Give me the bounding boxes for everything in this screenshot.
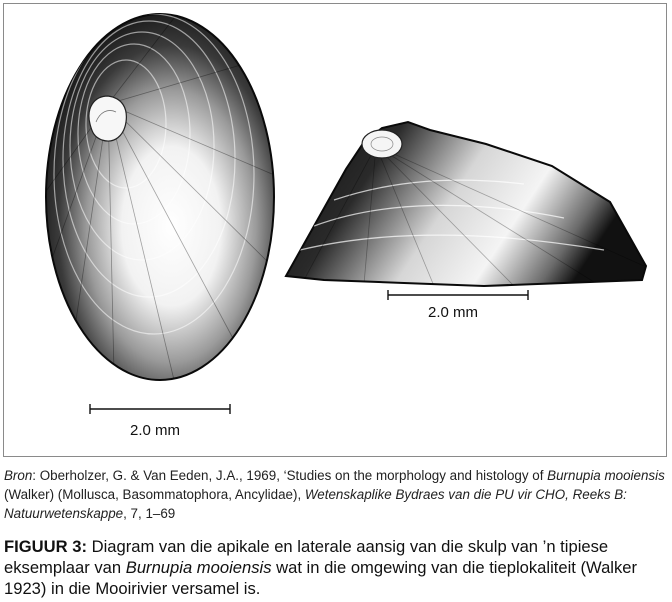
apical-scale-bar [90,404,230,414]
caption-text-2: wat in die omgewing van die tieplokaliteit (Walker 1923) in die Mooirivier versamel is. [4,558,638,598]
apical-view-shell [44,14,274,380]
source-species: Burnupia mooiensis [547,468,665,483]
source-label: Bron [4,468,33,483]
source-text-1: : Oberholzer, G. & Van Eeden, J.A., 1969, ‘Studies on the morphology and histology of [32,468,548,483]
figure-frame [3,3,667,457]
shell-illustration [4,4,668,458]
figure-caption [4,536,668,599]
source-journal: Wetenskaplike Bydraes van die PU vir CHO, Reeks B: Natuurwetenskappe [4,487,627,521]
lateral-scale-label: 2.0 mm [428,304,479,321]
source-citation [4,466,668,523]
lateral-view-shell [286,122,646,286]
source-text-2: (Walker) (Mollusca, Basommatophora, Ancylidae), [4,487,305,502]
apical-scale-label: 2.0 mm [130,422,181,439]
caption-species: Burnupia mooiensis [125,558,272,577]
caption-label: FIGUUR 3: [4,537,87,556]
source-text-3: , 7, 1–69 [123,506,176,521]
caption-text-1: Diagram van die apikale en laterale aansig van die skulp van ’n tipiese eksemplaar van [4,537,609,577]
lateral-scale-bar [388,290,528,300]
